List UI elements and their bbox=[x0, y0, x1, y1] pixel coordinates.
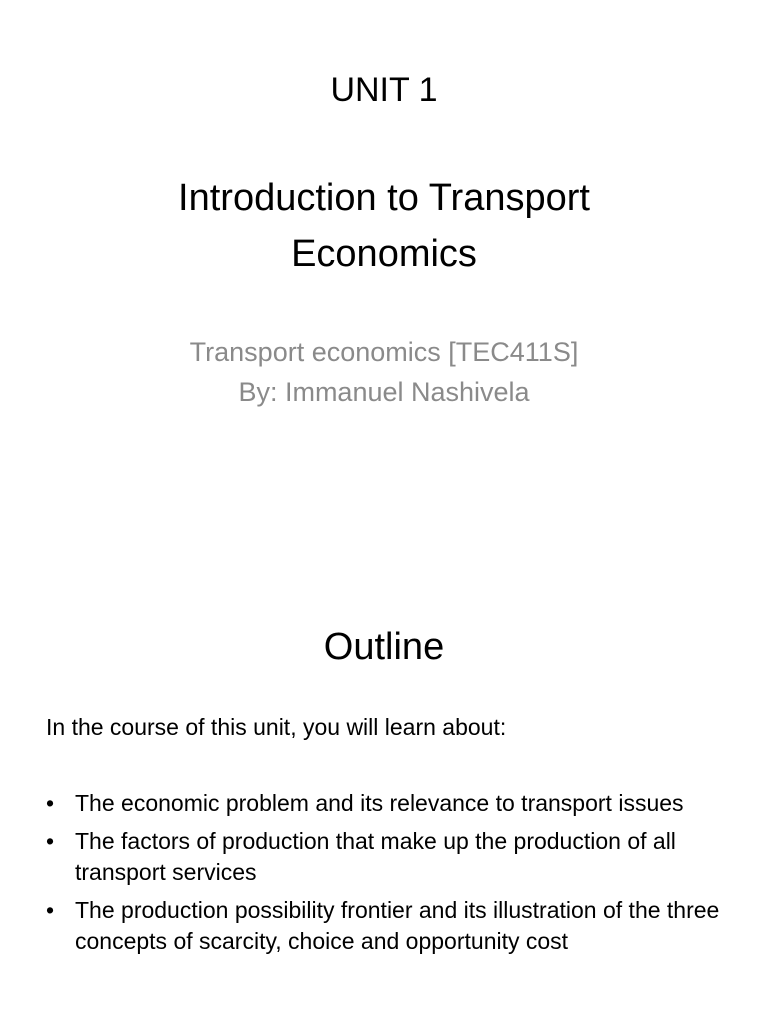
list-item bbox=[46, 826, 726, 888]
author-line: By: Immanuel Nashivela bbox=[238, 377, 530, 407]
bullet-text: The production possibility frontier and its illustration of the three concepts of scarcity, choice and opportunity cost bbox=[75, 897, 720, 954]
outline-bullet-list bbox=[46, 788, 726, 964]
outline-title: Outline bbox=[323, 626, 445, 668]
list-item bbox=[46, 895, 726, 957]
list-item bbox=[46, 788, 726, 819]
outline-intro: In the course of this unit, you will learn about: bbox=[46, 714, 507, 740]
bullet-text: The factors of production that make up the production of all transport services bbox=[75, 828, 676, 885]
slide-subtitle bbox=[0, 332, 768, 412]
bullet-icon: • bbox=[46, 790, 55, 816]
bullet-icon: • bbox=[46, 897, 55, 923]
slide-title: Introduction to Transport Economics bbox=[178, 177, 590, 275]
bullet-text: The economic problem and its relevance to transport issues bbox=[75, 790, 684, 816]
unit-label: UNIT 1 bbox=[330, 71, 438, 109]
bullet-icon: • bbox=[46, 828, 55, 854]
course-code-line: Transport economics [TEC411S] bbox=[189, 337, 579, 367]
outline-slide bbox=[0, 512, 768, 1024]
